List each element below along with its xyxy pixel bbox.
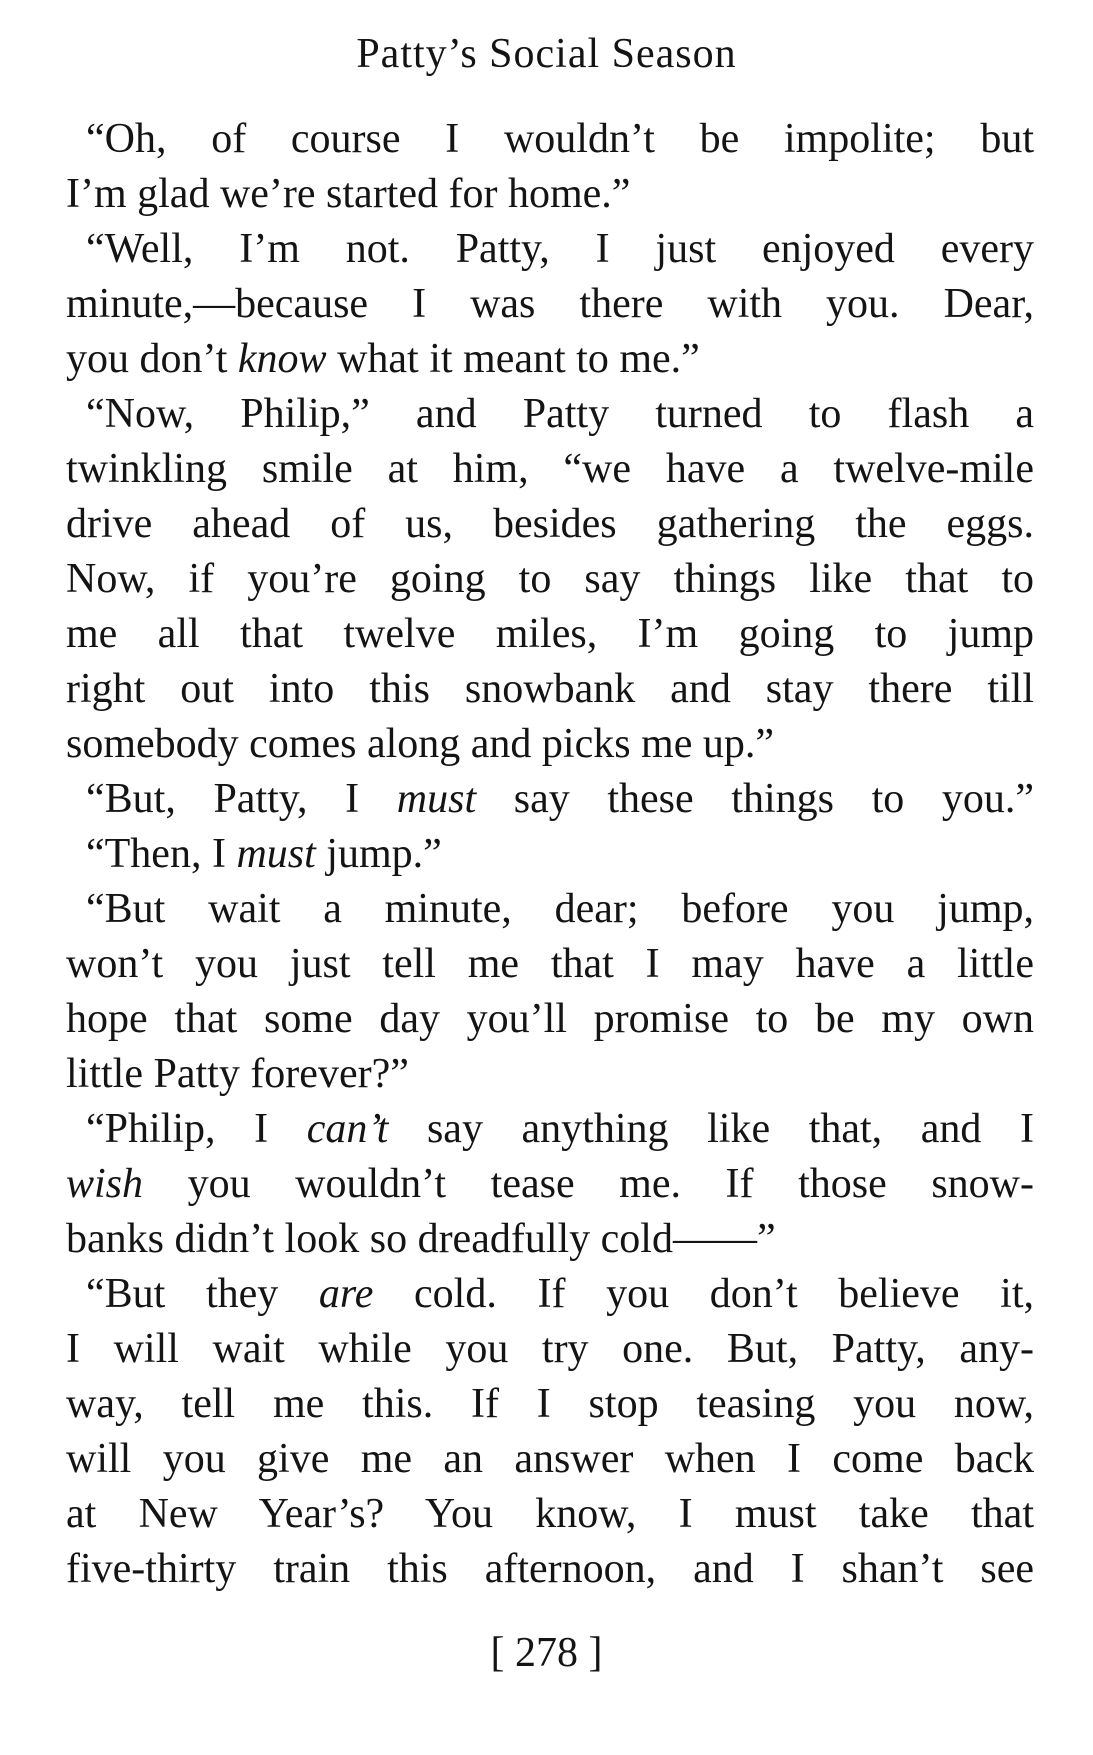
text-line (66, 222, 1034, 277)
text-segment: right out into this snowbank and stay there till (66, 666, 1034, 712)
text-segment: I will wait while you try one. But, Patty, any- (66, 1326, 1034, 1372)
text-line (66, 277, 1034, 332)
text-segment: “But wait a minute, dear; before you jump, (86, 886, 1034, 932)
text-segment: somebody comes along and picks me up.” (66, 721, 775, 767)
text-segment: “Oh, of course I wouldn’t be impolite; but (86, 116, 1034, 162)
text-line (66, 497, 1034, 552)
text-line (66, 1432, 1034, 1487)
text-segment: me all that twelve miles, I’m going to jump (66, 611, 1034, 657)
body-text (66, 112, 1034, 1597)
text-segment: jump.” (315, 831, 442, 877)
italic-text: can’t (306, 1106, 389, 1152)
page-number: [ 278 ] (490, 1630, 603, 1676)
text-segment: five-thirty train this afternoon, and I shan’t see (66, 1546, 1034, 1592)
text-line (66, 1322, 1034, 1377)
text-segment: drive ahead of us, besides gathering the eggs. (66, 501, 1034, 547)
text-segment: “Then, I (86, 831, 237, 877)
text-line (66, 167, 1034, 222)
text-segment: “But they (86, 1271, 319, 1317)
text-segment: you wouldn’t tease me. If those snow- (143, 1161, 1034, 1207)
text-line (66, 772, 1034, 827)
running-head: Patty’s Social Season (356, 31, 737, 77)
text-segment: “Well, I’m not. Patty, I just enjoyed every (86, 226, 1034, 272)
text-segment: “But, Patty, I (86, 776, 397, 822)
text-line (66, 607, 1034, 662)
text-segment: “Philip, I (86, 1106, 307, 1152)
text-segment: say anything like that, and I (388, 1106, 1034, 1152)
text-line (66, 827, 1034, 882)
text-line (66, 1212, 1034, 1267)
text-line (66, 662, 1034, 717)
italic-text: know (237, 336, 327, 382)
text-line (66, 1102, 1034, 1157)
italic-text: must (236, 831, 316, 877)
text-segment: hope that some day you’ll promise to be my own (66, 996, 1034, 1042)
text-segment: what it meant to me.” (326, 336, 700, 382)
text-segment: won’t you just tell me that I may have a little (66, 941, 1034, 987)
text-line (66, 112, 1034, 167)
text-line (66, 882, 1034, 937)
text-segment: cold. If you don’t believe it, (373, 1271, 1034, 1317)
text-segment: minute,—because I was there with you. Dear, (66, 281, 1034, 327)
text-segment: little Patty forever?” (66, 1051, 409, 1097)
text-line (66, 1157, 1034, 1212)
text-segment: banks didn’t look so dreadfully cold——” (66, 1216, 776, 1262)
text-line (66, 1487, 1034, 1542)
text-line (66, 992, 1034, 1047)
text-segment: you don’t (66, 336, 238, 382)
text-line (66, 332, 1034, 387)
text-line (66, 552, 1034, 607)
text-segment: at New Year’s? You know, I must take that (66, 1491, 1034, 1537)
text-segment: “Now, Philip,” and Patty turned to flash a (86, 391, 1034, 437)
italic-text: are (318, 1271, 374, 1317)
text-line (66, 387, 1034, 442)
text-segment: Now, if you’re going to say things like that to (66, 556, 1034, 602)
text-segment: I’m glad we’re started for home.” (66, 171, 631, 217)
text-line (66, 442, 1034, 497)
italic-text: must (396, 776, 477, 822)
text-segment: will you give me an answer when I come back (66, 1436, 1034, 1482)
text-segment: twinkling smile at him, “we have a twelve-mile (66, 446, 1034, 492)
text-segment: say these things to you.” (476, 776, 1035, 822)
italic-text: wish (66, 1161, 144, 1207)
text-line (66, 937, 1034, 992)
text-line (66, 1542, 1034, 1597)
text-line (66, 1377, 1034, 1432)
text-line (66, 1267, 1034, 1322)
text-segment: way, tell me this. If I stop teasing you now, (66, 1381, 1034, 1427)
text-line (66, 1047, 1034, 1102)
text-line (66, 717, 1034, 772)
